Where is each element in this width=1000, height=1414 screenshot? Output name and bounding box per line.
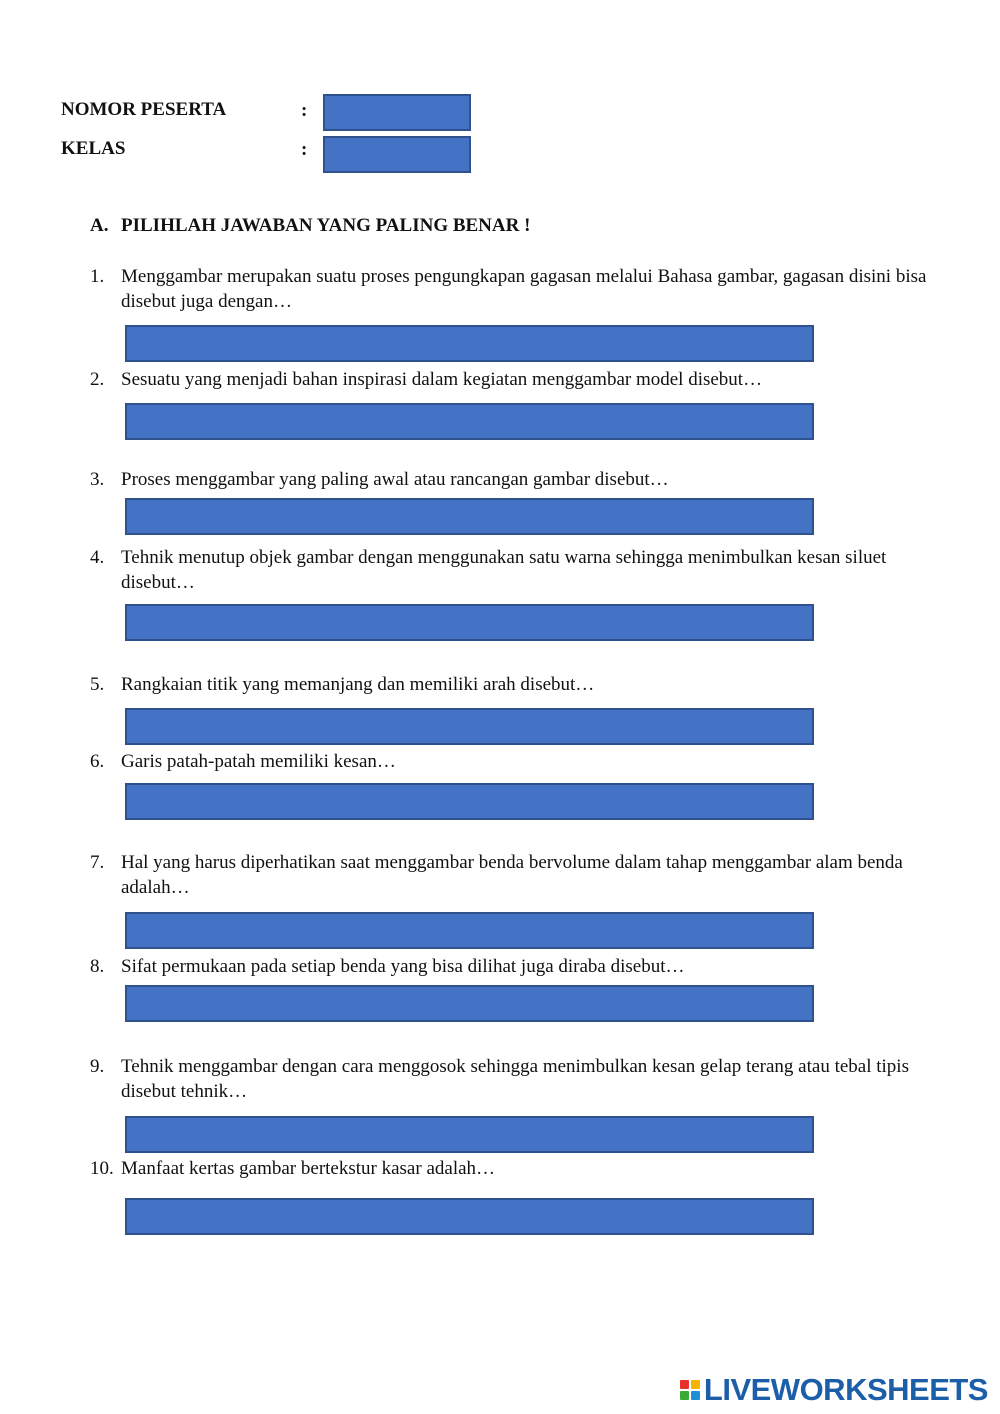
liveworksheets-brand-text: LIVEWORKSHEETS [703,1372,988,1407]
question-2-number: 2. [90,369,105,390]
answer-1-field[interactable] [125,325,814,362]
question-5-number: 5. [90,674,105,695]
question-6-text: Garis patah-patah memiliki kesan… [121,751,396,772]
class-colon: : [301,139,308,160]
question-3-text: Proses menggambar yang paling awal atau rancangan gambar disebut… [121,469,669,490]
answer-5-field[interactable] [125,708,814,745]
liveworksheets-logo-icon [680,1380,700,1400]
participant-number-label: NOMOR PESERTA [61,99,227,120]
question-8-number: 8. [90,956,105,977]
question-2-text: Sesuatu yang menjadi bahan inspirasi dalam kegiatan menggambar model disebut… [121,369,763,390]
answer-10-field[interactable] [125,1198,814,1235]
question-9-text: Tehnik menggambar dengan cara menggosok sehingga menimbulkan kesan gelap terang atau tebal tipis disebut tehnik… [121,1056,909,1102]
question-7-text: Hal yang harus diperhatikan saat menggambar benda bervolume dalam tahap menggambar alam benda adalah… [121,852,903,898]
question-10-number: 10. [90,1158,114,1179]
question-9-number: 9. [90,1056,105,1077]
liveworksheets-logo[interactable] [680,1372,988,1408]
question-4-text: Tehnik menutup objek gambar dengan menggunakan satu warna sehingga menimbulkan kesan siluet disebut… [121,547,887,593]
question-3-number: 3. [90,469,105,490]
answer-4-field[interactable] [125,604,814,641]
answer-8-field[interactable] [125,985,814,1022]
class-label: KELAS [61,138,126,159]
question-4-number: 4. [90,547,105,568]
question-5-text: Rangkaian titik yang memanjang dan memiliki arah disebut… [121,674,595,695]
question-8-text: Sifat permukaan pada setiap benda yang bisa dilihat juga diraba disebut… [121,956,685,977]
participant-number-field[interactable] [323,94,471,131]
question-1-text: Menggambar merupakan suatu proses pengungkapan gagasan melalui Bahasa gambar, gagasan disini bisa disebut juga dengan… [121,266,927,312]
question-7-number: 7. [90,852,105,873]
answer-2-field[interactable] [125,403,814,440]
section-letter: A. [90,215,109,236]
question-1-number: 1. [90,266,105,287]
question-6-number: 6. [90,751,105,772]
section-title: PILIHLAH JAWABAN YANG PALING BENAR ! [121,215,531,236]
question-10-text: Manfaat kertas gambar bertekstur kasar adalah… [121,1158,496,1179]
answer-7-field[interactable] [125,912,814,949]
class-field[interactable] [323,136,471,173]
answer-9-field[interactable] [125,1116,814,1153]
answer-3-field[interactable] [125,498,814,535]
participant-number-colon: : [301,100,308,121]
answer-6-field[interactable] [125,783,814,820]
